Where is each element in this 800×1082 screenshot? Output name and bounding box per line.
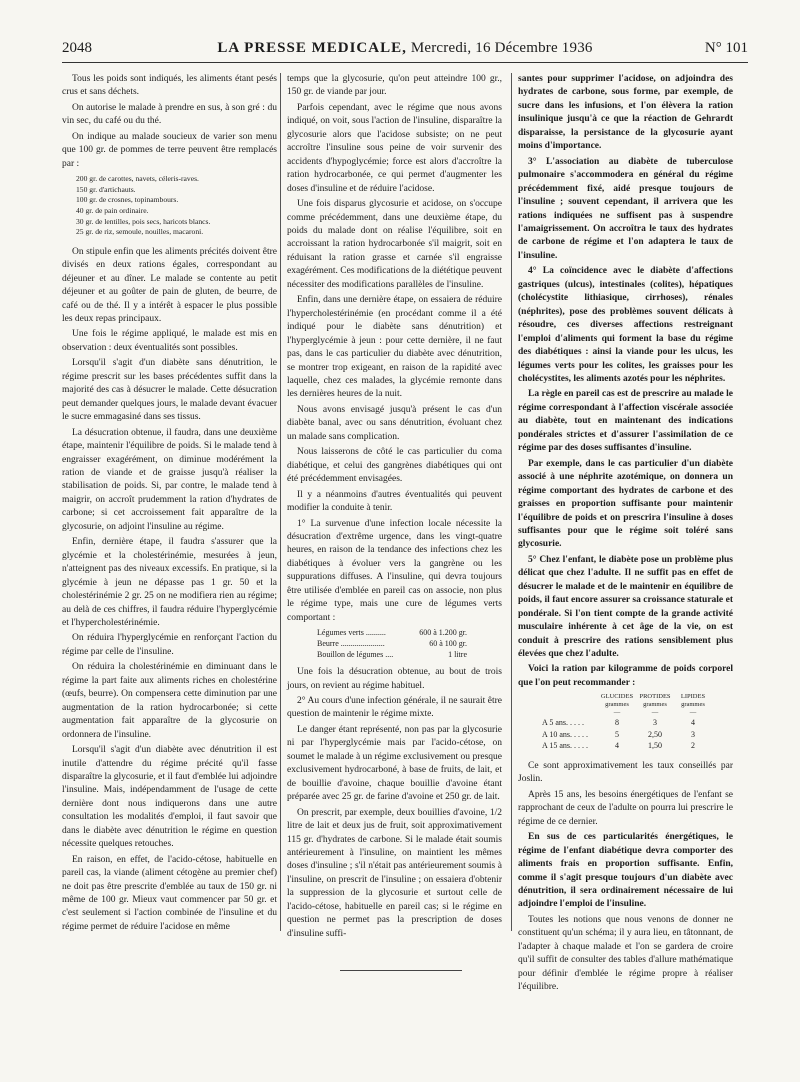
dash: — [651,709,659,717]
paragraph: Nous avons envisagé jusqu'à présent le cas d'un diabète banal, avec ou sans dénutrition, évoluant chez un malade sans complication. [287,404,502,442]
paragraph: 1° La survenue d'une infection locale nécessite la désucration d'extrême urgence, dans les vingt-quatre heures, en raison de la tendance des infections chez les diabétiques à évoluer vers la gangrène ou les suppurations diffuses. A l'insuline, qui devra toujours être utilisée d'emblée en pareil cas on associe, non plus le régime type, mais une cure de légumes verts comportant : [287,518,502,623]
issue-date: Mercredi, 16 Décembre 1936 [410,40,593,56]
paragraph: Lorsqu'il s'agit d'un diabète avec dénutrition il est inutile d'attendre du régime précité qu'il fasse disparaître la glycosurie, et il faut d'emblée lui adjoindre l'insuline. Mais, indépendamment de l'usage de cette dernière dont nous indiquerons dans une autre consultation les modalités d'emploi, il faut savoir que dans le diabète avec dénutrition le régime en question nécessite quelques retouches. [62,745,277,850]
paragraph: On autorise le malade à prendre en sus, à son gré : du vin sec, du café ou du thé. [62,102,277,127]
paragraph: Toutes les notions que nous venons de donner ne constituent qu'un schéma; il y aura lieu, en tâtonnant, de l'adapter à chaque malade et l'on se gardera de croire qu'il suffit de consulter des tables d'allure mathématique pour définir d'emblée le régime propre à réaliser l'équilibre. [518,914,733,993]
paragraph: On réduira la cholestérinémie en diminuant dans le régime la part faite aux aliments riches en cholestérine (œufs, beurre). On compensera cette diminution par une augmentation de la ration hydrocarbonée; si cette augmentation fait apparaître de la glycosurie on ordonnera de l'insuline. [62,662,277,740]
age-cell: A 10 ans. . . . . [542,729,588,739]
dash: — [689,709,697,717]
ration-table [542,693,733,752]
page-header [62,40,748,64]
paragraph: On prescrit, par exemple, deux bouillies d'avoine, 1/2 litre de lait et deux jus de fruit, soit approximativement 115 gr. d'hydrates de carbone. Si le malade était soumis antérieurement à l'insuline, on maintient les mêmes doses d'insuline ; s'il n'était pas antérieurement soumis à l'insuline, on prescrit de l'insuline ; on essaiera d'obtenir la suppression de la glycosurie et surtout celle de l'acido-cétose, habituelle en pareil cas; si le régime en question ne permet pas la prescription de doses d'insuline suffi- [287,807,502,939]
column-header: LIPIDES grammes [680,693,706,709]
page-number: 2048 [62,40,92,56]
paragraph: Une fois la désucration obtenue, au bout de trois jours, on revient au régime habituel. [287,667,502,691]
protides-cell: 3 [653,718,657,728]
paragraph: On indique au malade soucieux de varier son menu que 100 gr. de pommes de terre peuvent être remplacés par : [62,131,277,169]
item-quantity: 60 à 100 gr. [429,639,467,649]
paragraph: Parfois cependant, avec le régime que nous avons indiqué, on voit, sous l'action de l'insuline, disparaître la glycosurie alors que l'acidose subsiste; on ne peut accroître l'insuline sous peine de voir survenir des accidents d'hypoglycémie; force est alors d'accroître la ration hydrocarbonée, ce qui permet d'augmenter les doses d'insuline et de réduire l'acidose. [287,102,502,194]
header-rule [62,62,748,63]
table-row [542,729,733,741]
paragraph: 2° Au cours d'une infection générale, il ne saurait être question de maintenir le régime mixte. [287,696,502,720]
item-label: Beurre ...................... [317,639,385,649]
paragraph: La désucration obtenue, il faudra, dans une deuxième étape, maintenir l'équilibre de poids. Si le malade tend à engraisser exagérément, on diminue modérément la ration de viande et de graisse jusqu'à réaliser la stabilisation de poids. Si, par contre, le malade tend à maigrir, on accroît prudemment la ration d'hydrates de carbone; si cet accroissement fait apparaître de la glycosurie, on adjoint l'insuline au régime. [62,427,277,532]
masthead [62,40,748,57]
paragraph: Enfin, dans une dernière étape, on essaiera de réduire l'hypercholestérinémie (en procédant comme il a été indiqué pour le diabète sans dénutrition) et l'hyperglycémie à jeun : pour cette dernière, il ne faut pas, dans le cas particulier du diabète avec dénutrition, se montrer trop exigeant, en raison de la rapidité avec laquelle, chez ces malades, la glycémie remonte dans les dernières heures de la nuit. [287,295,502,400]
item-quantity: 600 à 1.200 gr. [419,628,467,638]
end-rule [340,970,462,971]
column-2 [287,73,502,943]
protides-cell: 1,50 [648,741,662,751]
paragraph: Ce sont approximativement les taux conseillés par Joslin. [518,760,733,785]
item-label: Bouillon de légumes .... [317,650,394,660]
paragraph: santes pour supprimer l'acidose, on adjoindra des hydrates de carbone, sous forme, par exemple, de sucre dans les infusions, et l'on élèvera la ration insulinique jusqu'à ce que la réaction de Gehrardt disparaisse, la persistance de la glycosurie ayant moins d'importance. [518,74,733,152]
lipides-cell: 4 [691,718,695,728]
paragraph: Une fois le régime appliqué, le malade est mis en observation : deux éventualités sont possibles. [62,329,277,353]
paragraph: En sus de ces particularités énergétiques, le régime de l'enfant diabétique devra comporter des aliments frais en proportion suffisante. Enfin, comme il s'agit presque toujours d'un diabète avec dénutrition, il sera ordinairement nécessaire de lui adjoindre l'emploi de l'insuline. [518,832,733,910]
paragraph: Il y a néanmoins d'autres éventualités qui peuvent modifier la conduite à tenir. [287,489,502,514]
paragraph: Enfin, dernière étape, il faudra s'assurer que la glycémie et la cholestérinémie, mesurées à jeun, n'atteignent pas des niveaux excessifs. En pratique, si la glycémie à jeun ne dépasse pas 1 gr. 50 et la cholestérinémie 2 gr. 25 on ne modifiera rien au régime; au delà de ces chiffres, il faudra réduire l'hyperglycémie et l'hypercholestérinémie. [62,537,277,628]
journal-title: LA PRESSE MEDICALE, [217,40,407,56]
table-row [542,740,733,752]
glucides-cell: 4 [615,741,619,751]
paragraph: Nous laisserons de côté le cas particulier du coma diabétique, et celui des gangrènes diabétiques qui ont été précédemment envisagées. [287,447,502,485]
issue-number: N° 101 [704,40,748,56]
paragraph: On stipule enfin que les aliments précités doivent être divisés en deux rations égales, correspondant au déjeuner et au dîner. Le malade se contente au petit déjeuner et au goûter de pain de gluten, de beurre, de café ou de thé. Il y a intérêt à espacer le plus possible les deux repas principaux. [62,246,277,324]
glucides-cell: 8 [615,718,619,728]
list-item [317,627,467,638]
age-cell: A 5 ans. . . . . [542,718,584,728]
column-1 [62,73,277,936]
paragraph: 4° La coïncidence avec le diabète d'affections gastriques (ulcus), intestinales (colites), hépatiques (cholécystite lithiasique, cirrhoses), rénales (néphrites), pose des problèmes souvent délicats à résoudre, ces diverses affections restreignant l'emploi d'aliments qui forment la base du régime des diabétiques : ainsi la viande pour les ulcus, les légumes verts pour les colites, les graisses pour les cholécystites, les aliments azotés pour les néphrites. [518,266,733,384]
dash: — [613,709,621,717]
list-item: 200 gr. de carottes, navets, céleris-raves. [76,174,199,184]
list-item: 30 gr. de lentilles, pois secs, haricots blancs. [76,216,211,226]
paragraph: Lorsqu'il s'agit d'un diabète sans dénutrition, le régime prescrit sur les bases précédentes suffit dans la majorité des cas à désucrer le malade. Cette désucration peut demander quelques jours, le malade devant évacuer le sucre emmagasiné dans ses tissus. [62,358,277,423]
lipides-cell: 3 [691,729,695,739]
table-header-dashes [542,709,733,717]
paragraph: temps que la glycosurie, qu'on peut atteindre 100 gr., 150 gr. de viande par jour. [287,74,502,98]
paragraph: Une fois disparus glycosurie et acidose, on s'occupe comme précédemment, dans une deuxième étape, du poids du malade dont on réalise l'équilibre, soit en accroissant la ration hydrocarbonée s'il maigrit, soit en réduisant la ration grasse et carnée s'il engraisse exagérément. Ces modifications de la diététique peuvent nécessiter des modifications parallèles de l'insuline. [287,199,502,290]
table-header [542,693,733,709]
paragraph: Après 15 ans, les besoins énergétiques de l'enfant se rapprochant de ceux de l'adulte on pourra lui prescrire le régime de ce dernier. [518,789,733,827]
item-quantity: 1 litre [448,650,467,660]
column-divider [511,73,512,931]
lipides-cell: 2 [691,741,695,751]
glucides-cell: 5 [615,729,619,739]
column-header: GLUCIDES grammes [600,693,634,709]
paragraph: 5° Chez l'enfant, le diabète pose un problème plus délicat que chez l'adulte. Il ne suffit pas en effet de désucrer le malade et de le maintenir en équilibre de poids, il faut encore assurer sa croissance staturale et pondérale. Si l'on tient compte de la grande activité musculaire inhérente à cet âge de la vie, on est conduit à prescrire des rations sensiblement plus élevées que chez l'adulte. [518,554,733,660]
paragraph: Par exemple, dans le cas particulier d'un diabète associé à une néphrite azotémique, on donnera un régime comportant des hydrates de carbone et des graisses en proportion suffisante pour maintenir l'équilibre de poids et on prescrira l'insuline à doses suffisantes pour que le régime soit toléré sans glycosurie. [518,458,733,550]
list-item: 150 gr. d'artichauts. [76,184,136,194]
paragraph: On réduira l'hyperglycémie en renforçant l'action du régime par celle de l'insuline. [62,633,277,657]
green-vegetable-cure-list [317,627,502,660]
paragraph: Le danger étant représenté, non pas par la glycosurie ni par l'hyperglycémie mais par l'acido-cétose, on soumet le malade à un régime exclusivement ou presque exclusivement hydrocarboné, à base de fruits, de lait, et de bouillie d'avoine, chaque bouillie d'avoine étant préparée avec 25 gr. de farine d'avoine et 250 gr. de lait. [287,724,502,803]
column-header: PROTIDES grammes [639,693,671,709]
protides-cell: 2,50 [648,729,662,739]
paragraph: En raison, en effet, de l'acido-cétose, habituelle en pareil cas, la viande (aliment cétogène au premier chef) ne doit pas être prescrite d'emblée au taux de 150 gr. ni même de 100 gr. Mieux vaut commencer par 50 gr. et c'est seulement si l'action combinée de l'insuline et du régime permet de réduire l'acidose en même [62,854,277,932]
paragraph: Voici la ration par kilogramme de poids corporel que l'on peut recommander : [518,664,733,688]
table-row [542,717,733,729]
list-item: 100 gr. de crosnes, topinambours. [76,195,179,205]
column-3 [518,73,733,997]
paragraph: Tous les poids sont indiqués, les aliments étant pesés crus et sans déchets. [62,74,277,98]
substitution-list [76,174,277,238]
list-item: 25 gr. de riz, semoule, nouilles, macaroni. [76,227,204,237]
list-item [317,649,467,660]
list-item [317,638,467,649]
list-item: 40 gr. de pain ordinaire. [76,205,149,215]
column-divider [280,73,281,931]
item-label: Légumes verts .......... [317,628,386,638]
paragraph: La règle en pareil cas est de prescrire au malade le régime correspondant à l'affection viscérale associée au diabète, tout en maintenant des indications pondérales strictes et d'assurer l'assimilation de ce régime par des doses suffisantes d'insuline. [518,389,733,454]
age-cell: A 15 ans. . . . . [542,741,588,751]
paragraph: 3° L'association au diabète de tuberculose pulmonaire s'accommodera en général du régime précédemment fixé, aidé presque toujours de l'insuline ; souvent cependant, il arrivera que les rations indiquées ne suffisent pas à suspendre l'amaigrissement. On accroîtra le taux des hydrates de carbone de régime et l'on adaptera le taux de l'insuline. [518,156,733,261]
